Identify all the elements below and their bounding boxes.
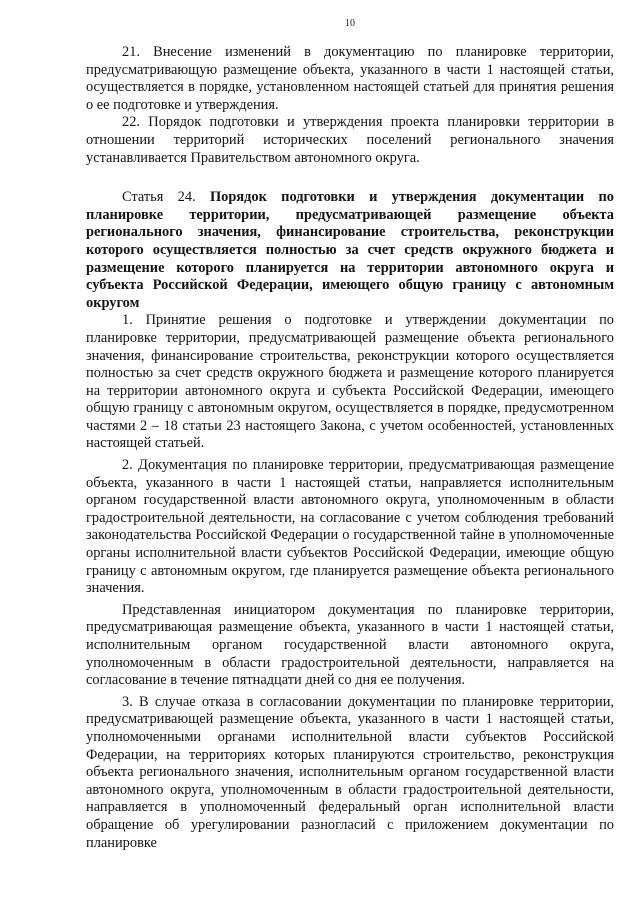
article-title: Порядок подготовки и утверждения документации по планировке территории, предусматривающей размещение объекта регионального значения, финансирование строительства, реконструкции которого осуществляется полностью за счет средств окружного бюджета и размещение которого планируется на территории автономного округа и субъекта Российской Федерации, имеющего общую границу с автономным округом xyxy=(86,189,614,311)
page-number: 10 xyxy=(345,18,355,29)
article-paragraph-1: 1. Принятие решения о подготовке и утверждении документации по планировке территории, предусматривающей размещение объекта регионального значения, финансирование строительства, реконструкции которого осуществляется полностью за счет средств окружного бюджета и размещение которого планируется на территории автономного округа и субъекта Российской Федерации, имеющего общую границу с автономным округом, осуществляется в порядке, предусмотренном частями 2 – 18 статьи 23 настоящего Закона, с учетом особенностей, установленных настоящей статьей. xyxy=(86,312,614,452)
article-paragraph-2-continued: Представленная инициатором документация по планировке территории, предусматривающая размещение объекта, указанного в части 1 настоящей статьи, исполнительным органом государственной власти автономного округа, уполномоченным в области градостроительной деятельности, направляется на согласование в течение пятнадцати дней со дня ее получения. xyxy=(86,601,614,689)
paragraph-21: 21. Внесение изменений в документацию по планировке территории, предусматривающую размещение объекта, указанного в части 1 настоящей статьи, осуществляется в порядке, установленном настоящей статьей для принятия решения о ее подготовке и утверждения. xyxy=(86,44,614,113)
article-paragraph-3: 3. В случае отказа в согласовании документации по планировке территории, предусматривающей размещение объекта, указанного в части 1 настоящей статьи, уполномоченными органами исполнительной власти субъектов Российской Федерации, на территориях которых планируются строительство, реконструкция объекта регионального значения, исполнительным органом государственной власти автономного округа, уполномоченным в области градостроительной деятельности, направляется в уполномоченный федеральный орган исполнительной власти обращение об урегулировании разногласий с приложением документации по планировке xyxy=(86,693,614,851)
document-page xyxy=(86,18,614,898)
article-paragraph-2: 2. Документация по планировке территории, предусматривающая размещение объекта, указанного в части 1 настоящей статьи, направляется исполнительным органом государственной власти автономного округа, уполномоченным в области градостроительной деятельности, на согласование с учетом соблюдения требований законодательства Российской Федерации о государственной тайне в уполномоченные органы исполнительной власти субъектов Российской Федерации, имеющие общую границу с автономным округом, где планируется размещение объекта регионального значения. xyxy=(86,457,614,597)
article-heading xyxy=(86,189,614,312)
article-number: Статья 24. xyxy=(122,189,196,206)
paragraph-22: 22. Порядок подготовки и утверждения проекта планировки территории в отношении территорий исторических поселений регионального значения устанавливается Правительством автономного округа. xyxy=(86,114,614,166)
